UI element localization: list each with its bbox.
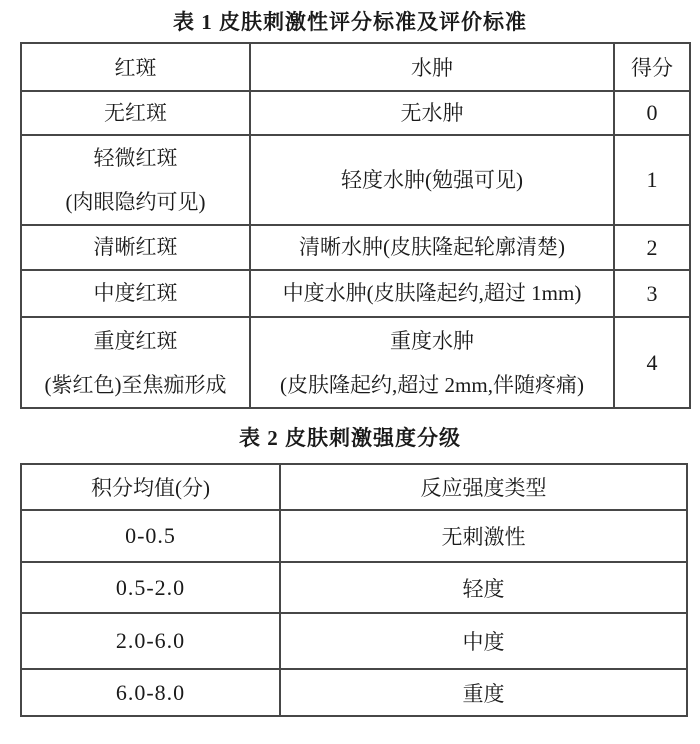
table-row <box>21 669 687 716</box>
cell-reaction-type: 轻度 <box>280 562 687 613</box>
cell-score: 2 <box>614 225 690 270</box>
table-row <box>21 510 687 562</box>
cell-text: 重度水肿 <box>390 328 474 353</box>
cell-score: 3 <box>614 270 690 317</box>
cell-text: (紫红色)至焦痂形成 <box>44 372 227 397</box>
cell-erythema <box>21 135 250 225</box>
cell-reaction-type: 无刺激性 <box>280 510 687 562</box>
table1-caption: 表 1 皮肤刺激性评分标准及评价标准 <box>173 10 527 34</box>
table1-header-edema: 水肿 <box>250 43 614 91</box>
table2-header-row <box>21 464 687 510</box>
cell-text: 清晰水肿(皮肤隆起轮廓清楚) <box>299 235 565 259</box>
cell-reaction-type: 重度 <box>280 669 687 716</box>
cell-text: (皮肤隆起约,超过 2mm,伴随疼痛) <box>280 372 584 397</box>
table-row <box>21 91 690 135</box>
table-row <box>21 270 690 317</box>
cell-text: 轻微红斑 <box>93 146 178 170</box>
table1-header-erythema: 红斑 <box>21 43 250 91</box>
cell-text: 轻度水肿(勉强可见) <box>341 167 523 192</box>
table-row <box>21 225 690 270</box>
cell-edema <box>250 225 614 270</box>
cell-score-range: 0-0.5 <box>21 510 280 562</box>
table-row <box>21 613 687 669</box>
cell-score: 4 <box>614 317 690 408</box>
cell-edema <box>250 135 614 225</box>
cell-erythema <box>21 225 250 270</box>
cell-score-range: 6.0-8.0 <box>21 669 280 716</box>
table2-header-mean-score: 积分均值(分) <box>21 464 280 510</box>
cell-edema <box>250 317 614 408</box>
cell-score-range: 2.0-6.0 <box>21 613 280 669</box>
table2-caption: 表 2 皮肤刺激强度分级 <box>239 426 461 450</box>
table1-header-score: 得分 <box>614 43 690 91</box>
table-row <box>21 317 690 408</box>
cell-erythema <box>21 91 250 135</box>
cell-text: (肉眼隐约可见) <box>65 190 206 214</box>
table2-header-reaction-type: 反应强度类型 <box>280 464 687 510</box>
cell-text: 中度红斑 <box>93 281 178 305</box>
table1-skin-irritation-scoring <box>20 42 691 409</box>
cell-erythema <box>21 270 250 317</box>
cell-text: 中度水肿(皮肤隆起约,超过 1mm) <box>282 281 582 305</box>
cell-text: 重度红斑 <box>93 328 178 353</box>
cell-text: 无水肿 <box>400 100 464 125</box>
cell-reaction-type: 中度 <box>280 613 687 669</box>
cell-edema <box>250 270 614 317</box>
table-row <box>21 562 687 613</box>
table2-irritation-intensity-grading <box>20 463 688 717</box>
table-row <box>21 135 690 225</box>
cell-score: 0 <box>614 91 690 135</box>
cell-score: 1 <box>614 135 690 225</box>
cell-text: 无红斑 <box>104 100 167 125</box>
cell-edema <box>250 91 614 135</box>
cell-text: 清晰红斑 <box>93 235 178 259</box>
table1-header-row <box>21 43 690 91</box>
cell-erythema <box>21 317 250 408</box>
cell-score-range: 0.5-2.0 <box>21 562 280 613</box>
